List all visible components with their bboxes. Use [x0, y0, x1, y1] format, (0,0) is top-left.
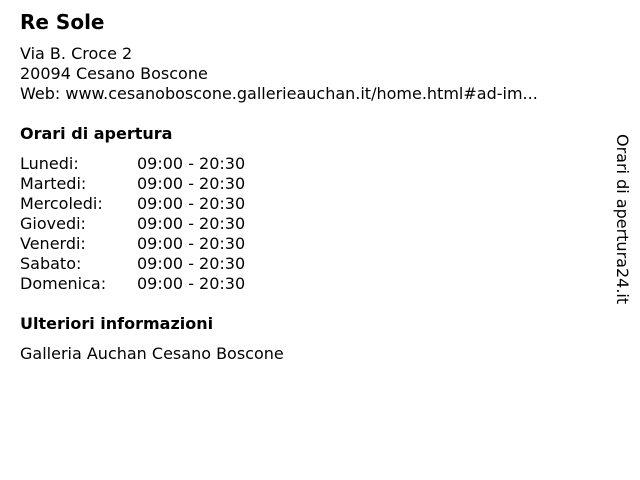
address-city: 20094 Cesano Boscone — [20, 64, 208, 83]
address-street: Via B. Croce 2 — [20, 44, 133, 63]
hours-day: Sabato: — [20, 254, 82, 273]
hours-day: Venerdi: — [20, 234, 86, 253]
store-name: Re Sole — [20, 10, 105, 34]
address-block — [20, 44, 538, 104]
hours-row-sunday — [20, 274, 245, 294]
hours-day: Lunedi: — [20, 154, 79, 173]
site-brand-vertical: Orari di apertura24.it — [613, 134, 632, 305]
address-web-link[interactable]: Web: www.cesanoboscone.gallerieauchan.it/home.html#ad-im... — [20, 84, 538, 103]
hours-day: Giovedi: — [20, 214, 86, 233]
hours-day: Martedi: — [20, 174, 87, 193]
hours-day: Domenica: — [20, 274, 107, 293]
hours-time: 09:00 - 20:30 — [137, 174, 246, 193]
hours-time: 09:00 - 20:30 — [137, 234, 246, 253]
more-info-text: Galleria Auchan Cesano Boscone — [20, 344, 284, 363]
hours-time: 09:00 - 20:30 — [137, 254, 246, 273]
hours-time: 09:00 - 20:30 — [137, 194, 246, 213]
opening-hours-heading: Orari di apertura — [20, 124, 173, 143]
opening-hours-table — [20, 154, 245, 294]
hours-row-tuesday — [20, 174, 245, 194]
hours-time: 09:00 - 20:30 — [137, 274, 246, 293]
hours-row-monday — [20, 154, 245, 174]
hours-row-thursday — [20, 214, 245, 234]
hours-time: 09:00 - 20:30 — [137, 154, 246, 173]
hours-row-saturday — [20, 254, 245, 274]
hours-time: 09:00 - 20:30 — [137, 214, 246, 233]
hours-row-wednesday — [20, 194, 245, 214]
more-info-heading: Ulteriori informazioni — [20, 314, 214, 333]
hours-day: Mercoledi: — [20, 194, 103, 213]
hours-row-friday — [20, 234, 245, 254]
